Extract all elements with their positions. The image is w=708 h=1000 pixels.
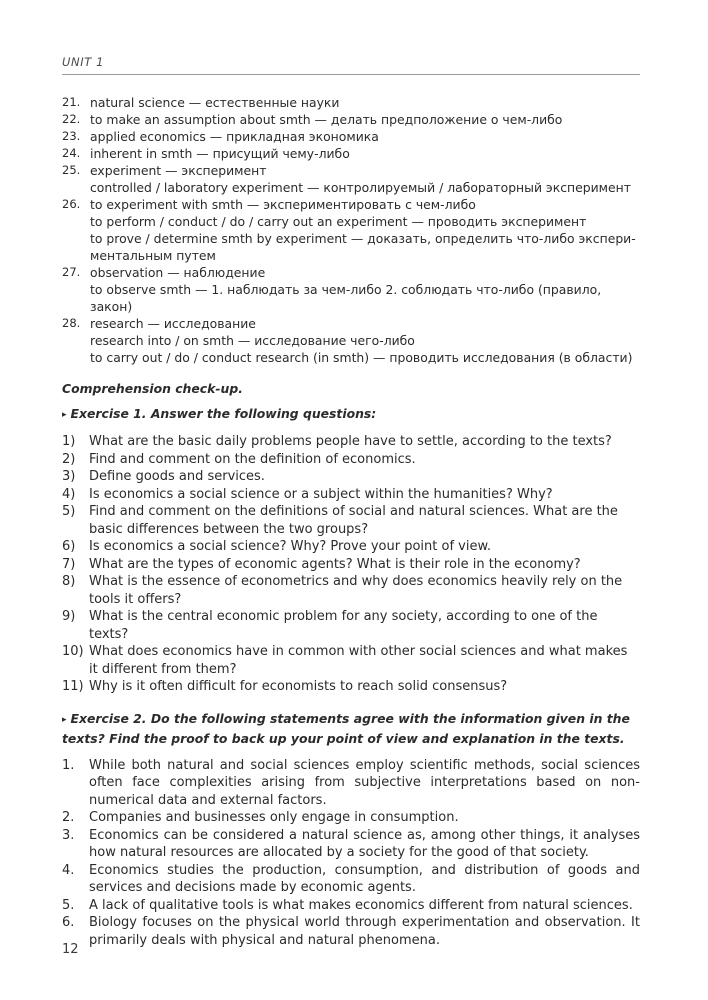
- vocab-number: 27.: [62, 265, 81, 279]
- vocab-number: 26.: [62, 197, 81, 211]
- question-item-text: What does economics have in common with other social sciences and what makes it different from them?: [89, 644, 628, 677]
- question-item-text: What are the basic daily problems people have to settle, according to the texts?: [89, 434, 612, 449]
- question-item: [62, 643, 640, 678]
- vocab-entry: [62, 264, 640, 315]
- question-item-text: Define goods and services.: [89, 469, 265, 484]
- statement-item-number: 2.: [62, 810, 75, 825]
- vocab-number: 21.: [62, 95, 81, 109]
- vocab-line: research — исследование: [90, 316, 256, 331]
- vocab-line: to experiment with smth — экспериментировать с чем-либо: [90, 197, 476, 212]
- triangle-marker-icon: ▸: [62, 714, 67, 725]
- question-item-text: What is the central economic problem for any society, according to one of the texts?: [89, 609, 598, 642]
- statement-item-text: A lack of qualitative tools is what makes economics different from natural sciences.: [89, 897, 633, 913]
- question-item-text: What are the types of economic agents? What is their role in the economy?: [89, 556, 581, 572]
- vocab-number: 22.: [62, 112, 81, 126]
- statement-item-number: 1.: [62, 757, 75, 773]
- question-item: [62, 678, 640, 696]
- vocab-entry: [62, 145, 640, 162]
- vocab-entry: [62, 128, 640, 145]
- vocab-line: applied economics — прикладная экономика: [90, 129, 379, 144]
- statement-item-text: Economics can be considered a natural science as, among other things, it analyses how natural resources are allocated by a society for the good of that society.: [89, 827, 640, 860]
- vocab-line: experiment — эксперимент: [90, 163, 267, 178]
- question-item: [62, 556, 640, 574]
- vocab-entry: [62, 94, 640, 111]
- question-item: [62, 538, 640, 556]
- question-item-number: 10): [62, 644, 84, 659]
- vocab-line: to prove / determine smth by experiment — доказать, определить что-либо экспери-: [90, 231, 636, 246]
- running-header: UNIT 1: [62, 55, 105, 69]
- vocab-line: inherent in smth — присущий чему-либо: [90, 146, 350, 161]
- question-item-number: 9): [62, 609, 76, 624]
- question-item-number: 2): [62, 451, 76, 467]
- vocab-entry: [62, 162, 640, 196]
- question-item-number: 8): [62, 574, 76, 589]
- vocab-line: to perform / conduct / do / carry out an experiment — проводить эксперимент: [90, 214, 587, 229]
- page-content: [62, 94, 640, 949]
- question-item-text: Find and comment on the definition of economics.: [89, 451, 416, 467]
- exercise-1-heading: [62, 405, 640, 425]
- question-item: [62, 451, 640, 469]
- exercise-2-title: Exercise 2. Do the following statements agree with the information given in the texts? Find the proof to back up your point of view and explanation in the texts.: [62, 710, 630, 746]
- question-item: [62, 433, 640, 451]
- vocab-line: natural science — естественные науки: [90, 95, 340, 110]
- statement-item: [62, 914, 640, 949]
- statement-item: [62, 897, 640, 915]
- question-item-number: 1): [62, 434, 76, 449]
- question-item-number: 11): [62, 679, 84, 694]
- vocab-number: 28.: [62, 316, 81, 330]
- question-item-number: 3): [62, 469, 76, 484]
- statement-item-text: Biology focuses on the physical world through experimentation and observation. It primarily deals with physical and natural phenomena.: [89, 915, 640, 948]
- vocab-entry: [62, 111, 640, 128]
- comprehension-heading: Comprehension check-up.: [62, 381, 243, 396]
- statement-item: [62, 809, 640, 827]
- exercise-1-questions: [62, 433, 640, 696]
- statement-item-number: 4.: [62, 862, 75, 878]
- header-rule: [62, 74, 640, 75]
- statement-item-text: While both natural and social sciences employ scientific methods, social sciences often face complexities arising from subjective interpretations based on non-numerical data and external factors.: [89, 757, 640, 808]
- question-item: [62, 486, 640, 504]
- triangle-marker-icon: ▸: [62, 410, 67, 420]
- vocab-line: observation — наблюдение: [90, 265, 266, 280]
- vocab-line: controlled / laboratory experiment — контролируемый / лабораторный эксперимент: [90, 180, 631, 195]
- vocab-line: to carry out / do / conduct research (in smth) — проводить исследования (в области): [90, 350, 633, 365]
- vocab-line: to observe smth — 1. наблюдать за чем-либо 2. соблюдать что-либо (правило, закон): [90, 282, 602, 314]
- page-number: 12: [62, 942, 79, 957]
- statement-item-number: 6.: [62, 915, 75, 930]
- vocab-number: 25.: [62, 163, 81, 177]
- vocab-line: ментальным путем: [90, 248, 216, 263]
- vocab-number: 24.: [62, 146, 81, 160]
- statement-item-number: 5.: [62, 897, 75, 913]
- vocab-number: 23.: [62, 129, 81, 143]
- statement-item: [62, 862, 640, 897]
- vocab-entry: [62, 196, 640, 264]
- exercise-1-title: Exercise 1. Answer the following questions:: [70, 406, 377, 421]
- statement-item-text: Economics studies the production, consumption, and distribution of goods and services and decisions made by economic agents.: [89, 862, 640, 895]
- question-item-text: Why is it often difficult for economists to reach solid consensus?: [89, 679, 508, 694]
- question-item-text: Is economics a social science or a subject within the humanities? Why?: [89, 486, 553, 502]
- exercise-2-heading: [62, 710, 640, 748]
- vocab-line: to make an assumption about smth — делать предположение о чем-либо: [90, 112, 563, 127]
- statement-item: [62, 757, 640, 810]
- question-item-text: Find and comment on the definitions of social and natural sciences. What are the basic differences between the two groups?: [89, 504, 618, 537]
- question-item: [62, 573, 640, 608]
- exercise-2-statements: [62, 757, 640, 950]
- question-item-number: 5): [62, 504, 76, 519]
- vocabulary-list: [62, 94, 640, 366]
- question-item-text: What is the essence of econometrics and why does economics heavily rely on the tools it offers?: [89, 574, 623, 607]
- vocab-line: research into / on smth — исследование чего-либо: [90, 333, 415, 348]
- question-item-number: 4): [62, 486, 76, 502]
- statement-item: [62, 827, 640, 862]
- question-item: [62, 608, 640, 643]
- question-item-text: Is economics a social science? Why? Prove your point of view.: [89, 539, 492, 554]
- question-item: [62, 468, 640, 486]
- statement-item-text: Companies and businesses only engage in consumption.: [89, 810, 459, 825]
- question-item-number: 7): [62, 556, 76, 572]
- vocab-entry: [62, 315, 640, 366]
- question-item: [62, 503, 640, 538]
- question-item-number: 6): [62, 539, 76, 554]
- statement-item-number: 3.: [62, 827, 75, 843]
